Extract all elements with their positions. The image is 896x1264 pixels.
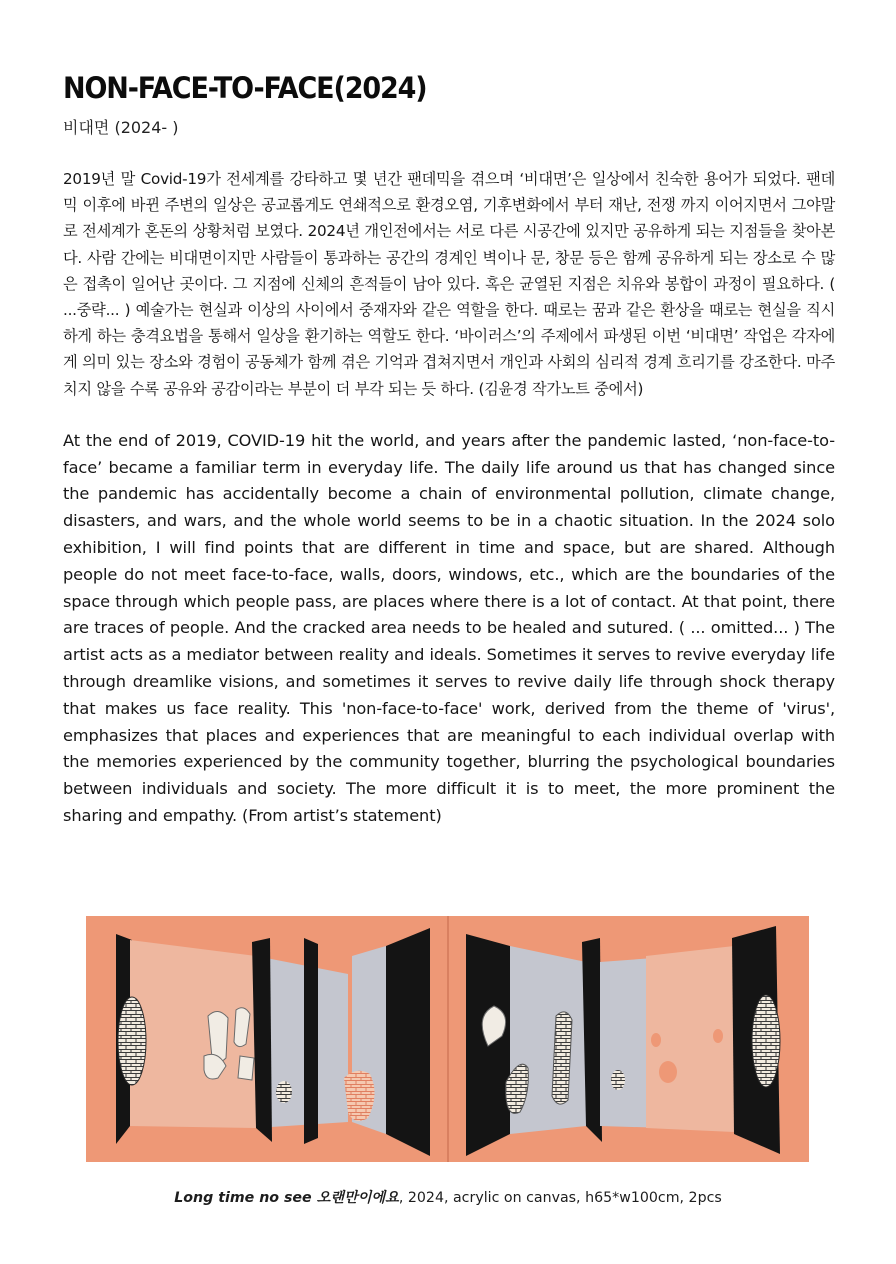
document-page bbox=[63, 68, 835, 830]
caption-title: Long time no see 오랜만이에요 bbox=[174, 1190, 399, 1206]
document-title: NON-FACE-TO-FACE(2024) bbox=[63, 71, 427, 105]
artwork-image bbox=[86, 916, 809, 1162]
english-paragraph: At the end of 2019, COVID-19 hit the world, and years after the pandemic lasted, ‘non-face-to-face’ became a familiar term in everyday life. The daily life around us that has changed since the pandemic has accidentally become a chain of environmental pollution, climate change, disasters, and wars, and the whole world seems to be in a chaotic situation. In the 2024 solo exhibition, I will find points that are different in time and space, but are shared. Although people do not meet face-to-face, walls, doors, windows, etc., which are the boundaries of the space through which people pass, are places where there is a lot of contact. At that point, there are traces of people. And the cracked area needs to be healed and sutured. ( ... omitted... ) The artist acts as a mediator between reality and ideals. Sometimes it serves to revive everyday life through dreamlike visions, and sometimes it serves to revive daily life through shock therapy that makes us face reality. This 'non-face-to-face' work, derived from the theme of 'virus', emphasizes that places and experiences that are meaningful to each individual overlap with the memories experienced by the community together, blurring the psychological boundaries between individuals and society. The more difficult it is to meet, the more prominent the sharing and empathy. (From artist’s statement) bbox=[63, 430, 835, 825]
korean-paragraph: 2019년 말 Covid-19가 전세계를 강타하고 몇 년간 팬데믹을 겪으며 ‘비대면’은 일상에서 친숙한 용어가 되었다. 팬데믹 이후에 바뀐 주변의 일상은 공교롭게도 연쇄적으로 환경오염, 기후변화에서 부터 재난, 전쟁 까지 이어지면서 그야말로 전세계가 혼돈의 상황처럼 보였다. 2024년 개인전에서는 서로 다른 시공간에 있지만 공유하게 되는 지점들을 찾아본다. 사람 간에는 비대면이지만 사람들이 통과하는 공간의 경계인 벽이나 문, 창문 등은 함께 공유하게 되는 장소로 수 많은 접촉이 일어난 곳이다. 그 지점에 신체의 흔적들이 남아 있다. 혹은 균열된 지점은 치유와 봉합이 과정이 필요하다. ( ...중략... ) 예술가는 현실과 이상의 사이에서 중재자와 같은 역할을 한다. 때로는 꿈과 같은 환상을 때로는 현실을 직시하게 하는 충격요법을 통해서 일상을 환기하는 역할도 한다. ‘바이러스’의 주제에서 파생된 이번 ‘비대면’ 작업은 각자에게 의미 있는 장소와 경험이 공동체가 함께 겪은 기억과 겹쳐지면서 개인과 사회의 심리적 경계 흐리기를 강조한다. 마주치지 않을 수록 공유와 공감이라는 부분이 더 부각 되는 듯 하다. (김윤경 작가노트 중에서) bbox=[63, 170, 835, 398]
caption-details: , 2024, acrylic on canvas, h65*w100cm, 2pcs bbox=[398, 1190, 722, 1206]
artwork-caption bbox=[0, 1187, 896, 1207]
document-subtitle: 비대면 (2024- ) bbox=[63, 118, 179, 137]
